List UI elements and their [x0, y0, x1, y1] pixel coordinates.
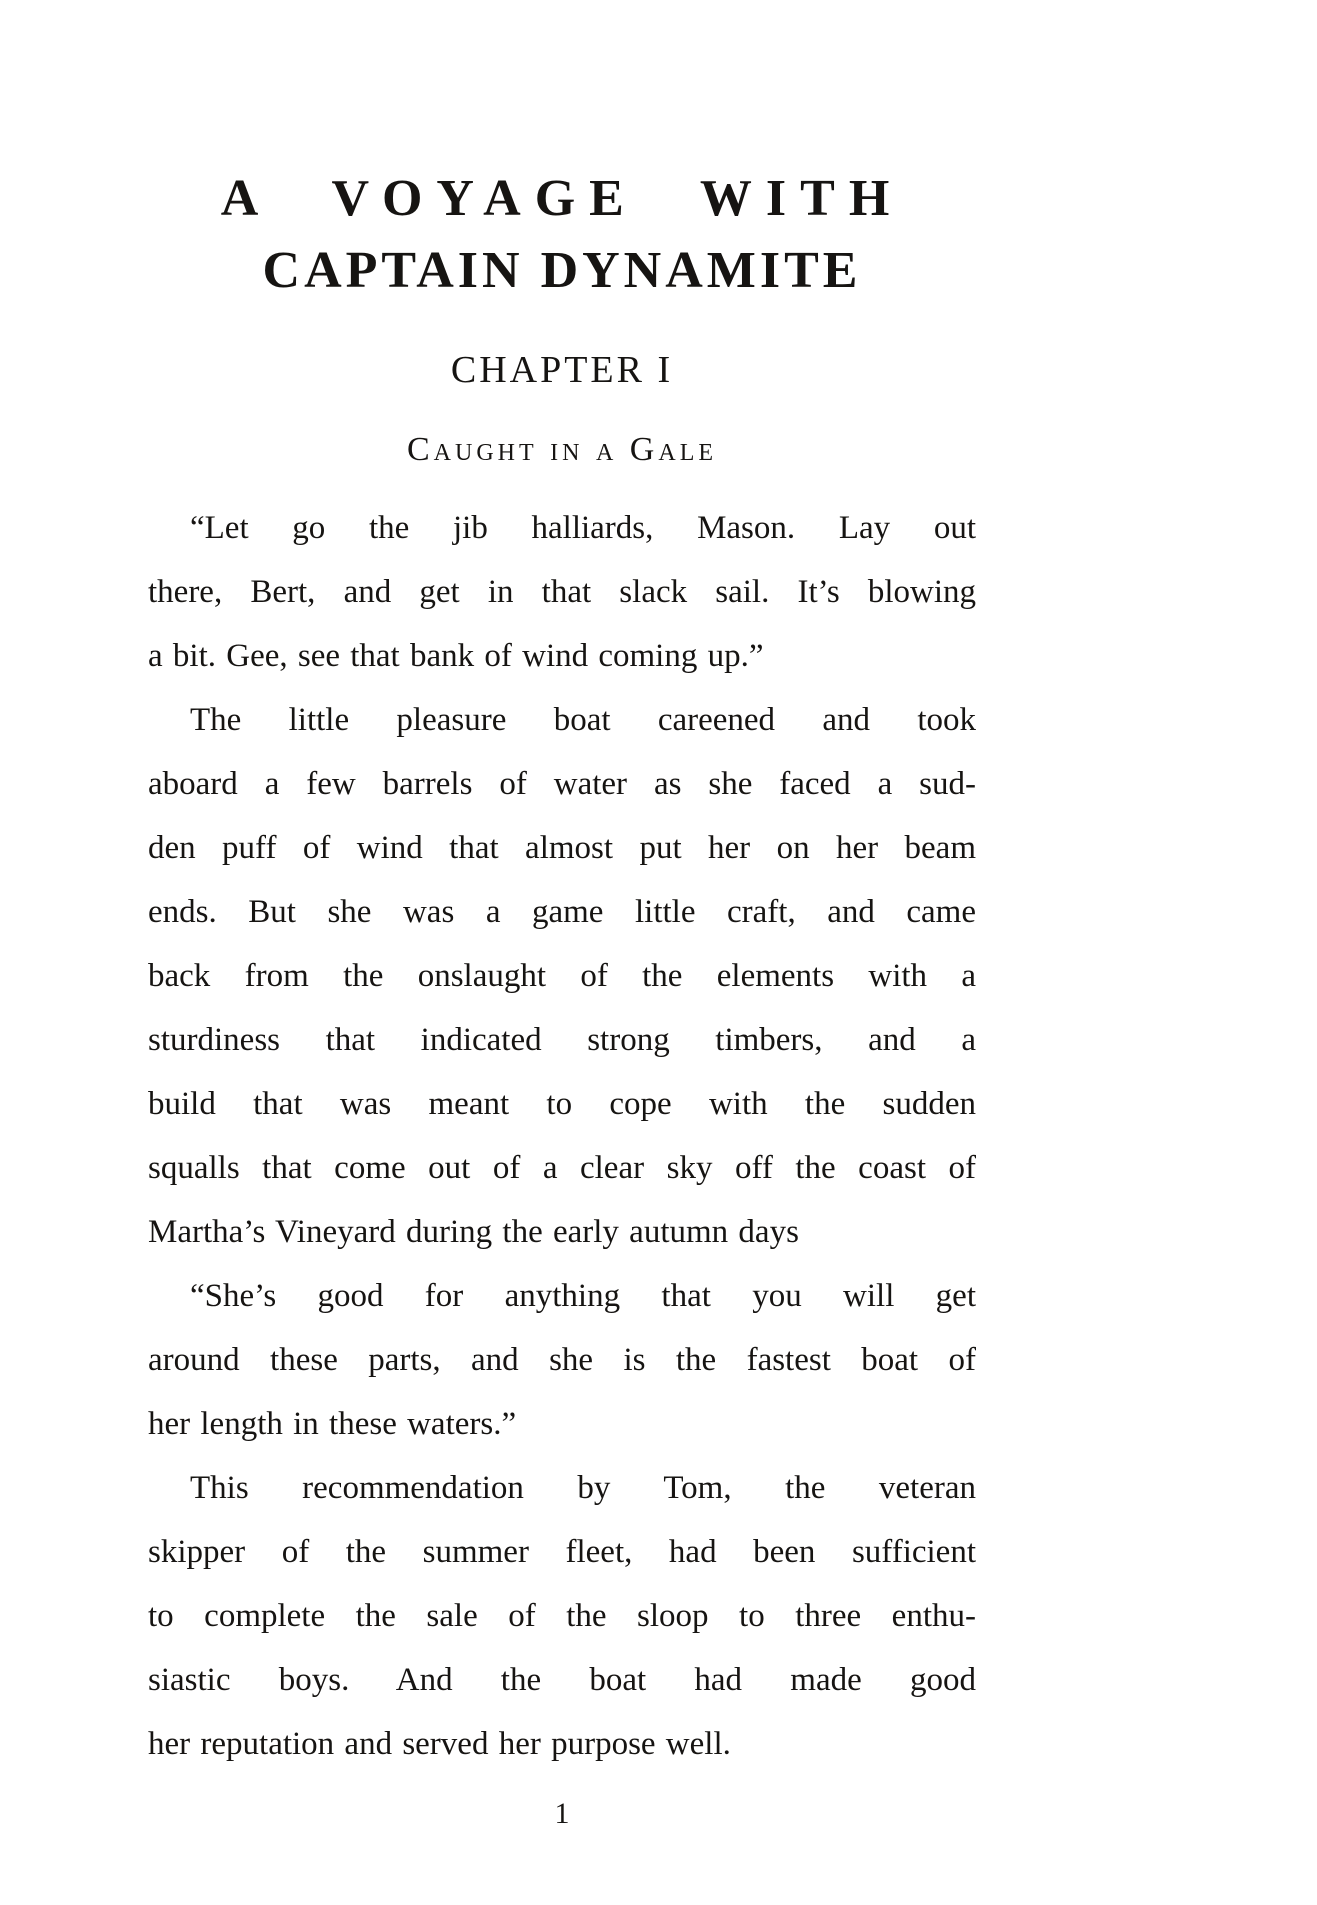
- text-line: skipper of the summer fleet, had been sufficient: [148, 1534, 976, 1570]
- text-line: squalls that come out of a clear sky off the coast of: [148, 1150, 976, 1186]
- text-line: siastic boys. And the boat had made good: [148, 1662, 976, 1698]
- text-line: her reputation and served her purpose well.: [148, 1726, 731, 1762]
- text-line: aboard a few barrels of water as she faced a sud-: [148, 766, 976, 802]
- text-line: sturdiness that indicated strong timbers, and a: [148, 1022, 976, 1058]
- text-line: her length in these waters.”: [148, 1406, 517, 1442]
- text-line: Martha’s Vineyard during the early autumn days: [148, 1214, 799, 1250]
- text-line: a bit. Gee, see that bank of wind coming up.”: [148, 638, 764, 674]
- page-number: 1: [554, 1797, 570, 1830]
- paragraph: [148, 1264, 976, 1456]
- book-title: [148, 168, 976, 302]
- paragraph: [148, 496, 976, 688]
- section-heading: Caught in a Gale: [406, 431, 718, 468]
- text-line: The little pleasure boat careened and took: [190, 702, 976, 738]
- chapter-heading: CHAPTER I: [450, 349, 674, 391]
- text-line: to complete the sale of the sloop to three enthu-: [148, 1598, 976, 1634]
- text-line: ends. But she was a game little craft, and came: [148, 894, 976, 930]
- body-text: [148, 496, 976, 1776]
- paragraph: [148, 1456, 976, 1776]
- text-line: back from the onslaught of the elements with a: [148, 958, 976, 994]
- text-line: “Let go the jib halliards, Mason. Lay out: [190, 510, 976, 546]
- text-line: This recommendation by Tom, the veteran: [190, 1470, 976, 1506]
- paragraph: [148, 688, 976, 1264]
- text-line: around these parts, and she is the fastest boat of: [148, 1342, 976, 1378]
- text-line: “She’s good for anything that you will get: [190, 1278, 976, 1314]
- page-content: [148, 168, 976, 1834]
- text-line: there, Bert, and get in that slack sail. It’s blowing: [148, 574, 976, 610]
- text-line: den puff of wind that almost put her on her beam: [148, 830, 976, 866]
- book-title-line-1: A VOYAGE WITH: [220, 170, 904, 227]
- text-line: build that was meant to cope with the sudden: [148, 1086, 976, 1122]
- book-title-line-2: CAPTAIN DYNAMITE: [262, 242, 862, 299]
